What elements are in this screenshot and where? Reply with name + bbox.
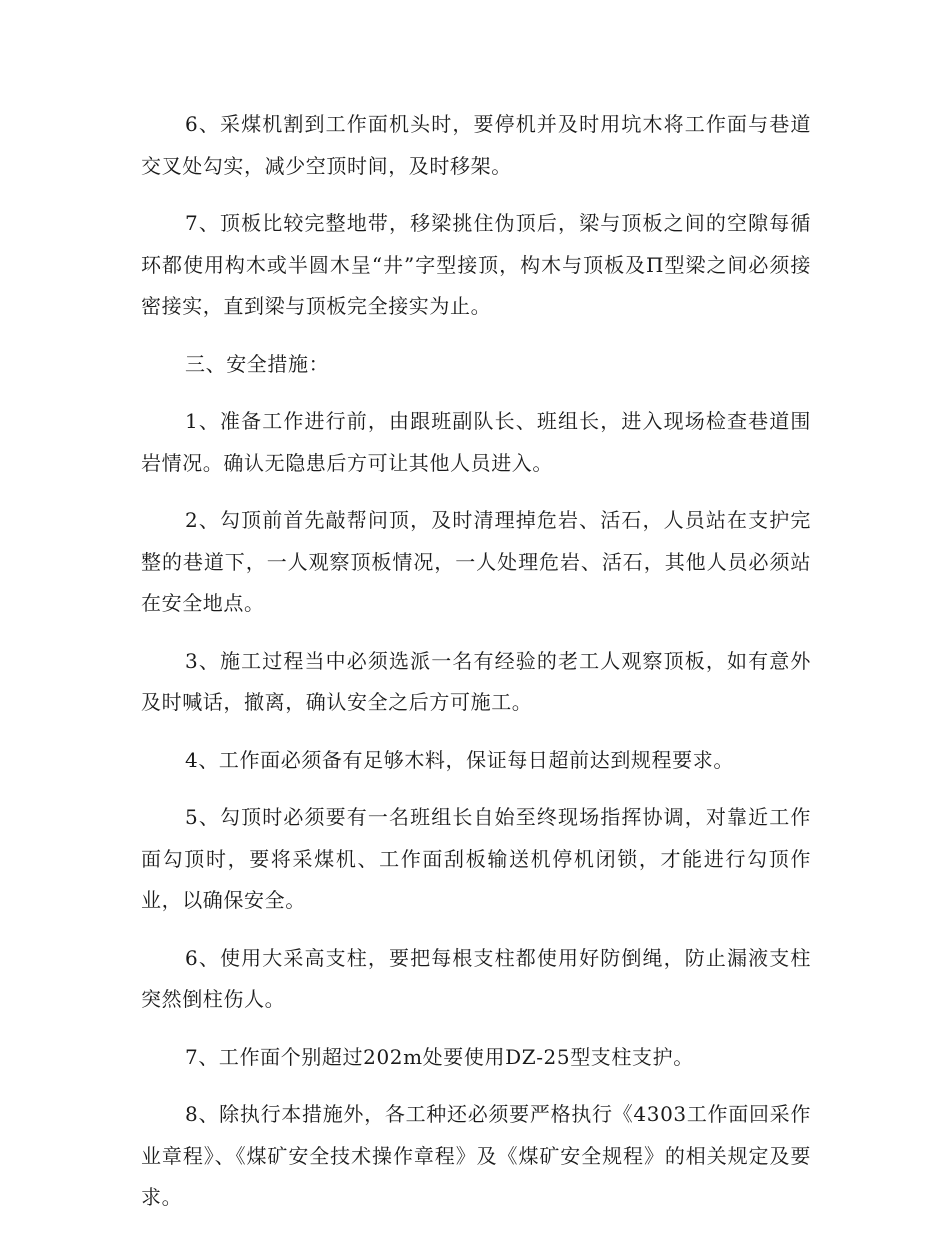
safety-measure-4: 4、工作面必须备有足够木料，保证每日超前达到规程要求。 (185, 747, 734, 772)
safety-measure-7: 7、工作面个别超过202m处要使用DZ-25型支柱支护。 (185, 1044, 694, 1069)
document-body (141, 104, 811, 1235)
safety-measure-5: 5、勾顶时必须要有一名班组长自始至终现场指挥协调，对靠近工作面勾顶时，要将采煤机、工作面刮板输送机停机闭锁，才能进行勾顶作业，以确保安全。 (141, 805, 811, 912)
paragraph-item-6: 6、采煤机割到工作面机头时，要停机并及时用坑木将工作面与巷道交叉处勾实，减少空顶时间，及时移架。 (141, 112, 811, 178)
paragraph-item-7: 7、顶板比较完整地带，移梁挑住伪顶后，梁与顶板之间的空隙每循环都使用构木或半圆木呈“井”字型接顶，构木与顶板及Π型梁之间必须接密接实，直到梁与顶板完全接实为止。 (141, 211, 811, 318)
safety-measure-6: 6、使用大采高支柱，要把每根支柱都使用好防倒绳，防止漏液支柱突然倒柱伤人。 (141, 945, 811, 1011)
safety-measure-3: 3、施工过程当中必须选派一名有经验的老工人观察顶板，如有意外及时喊话，撤离，确认安全之后方可施工。 (141, 648, 811, 714)
safety-measure-2: 2、勾顶前首先敲帮问顶，及时清理掉危岩、活石，人员站在支护完整的巷道下，一人观察顶板情况，一人处理危岩、活石，其他人员必须站在安全地点。 (141, 508, 811, 615)
safety-measure-1: 1、准备工作进行前，由跟班副队长、班组长，进入现场检查巷道围岩情况。确认无隐患后方可让其他人员进入。 (141, 409, 811, 475)
section-heading-safety-measures: 三、安全措施： (185, 351, 330, 376)
safety-measure-8: 8、除执行本措施外，各工种还必须要严格执行《4303工作面回采作业章程》、《煤矿安全技术操作章程》及《煤矿安全规程》的相关规定及要求。 (141, 1102, 811, 1209)
